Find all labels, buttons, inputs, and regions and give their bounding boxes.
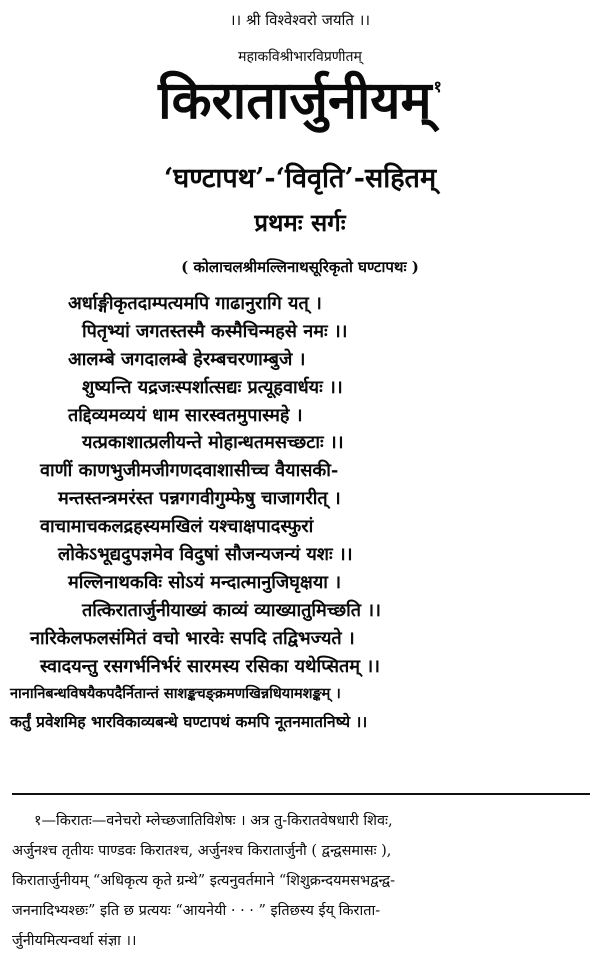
footnote-line: र्जुनीयमित्यन्वर्था संज्ञा ।।	[12, 933, 137, 949]
verse-line: कर्तुं प्रवेशमिह भारविकाव्यबन्धे घण्टापथं कमपि नूतनमातनिष्ये ।।	[10, 712, 368, 732]
footnote-line: जननादिभ्यश्छः” इति छ प्रत्ययः “आयनेयी · · · ” इतिछस्य ईय् किराता-	[12, 903, 381, 919]
invocation: ।। श्री विश्वेश्वरो जयति ।।	[229, 11, 371, 29]
verse-line: स्वादयन्तु रसगर्भनिर्भरं सारमस्य रसिका यथेप्सितम् ।।	[40, 655, 380, 677]
footnote-line: १—किरातः—वनेचरो म्लेच्छजातिविशेषः । अत्र तु-किरातवेषधारी शिवः,	[34, 813, 393, 829]
author-attribution: महाकविश्रीभारविप्रणीतम्	[238, 49, 362, 65]
invocation-verses	[0, 290, 600, 736]
verse-line: तत्किरातार्जुनीयाख्यं काव्यं व्याख्यातुमिच्छति ।।	[82, 599, 381, 621]
verse-line: तद्दिव्यमव्ययं धाम सारस्वतमुपास्महे ।	[68, 404, 303, 426]
verse-line: आलम्बे जगदालम्बे हेरम्बचरणाम्बुजे ।	[68, 348, 306, 370]
verse-line: यत्प्रकाशात्प्रलीयन्ते मोहान्धतमसच्छटाः ।।	[82, 432, 344, 454]
commentary-label: ( कोलाचलश्रीमल्लिनाथसूरिकृतो घण्टापथः )	[181, 258, 419, 276]
verse-line: नानानिबन्धविषयैकपदैर्नितान्तं साशङ्कचङ्क्रमणखिन्नधियामशङ्कम् ।	[10, 685, 341, 703]
verse-line: वाणीं काणभुजीमजीगणदवाशासीच्च वैयासकी-	[40, 460, 339, 482]
verse-line: अर्धाङ्गीकृतदाम्पत्यमपि गाढानुरागि यत् ।	[68, 293, 322, 314]
footnote-line: किरातार्जुनीयम् “अधिकृत्य कृते ग्रन्थे” इत्यनुवर्तमाने “शिशुक्रन्दयमसभद्वन्द्व-	[12, 873, 395, 889]
book-title	[0, 70, 600, 132]
footnote-line: अर्जुनश्च तृतीयः पाण्डवः किरातश्च, अर्जुनश्च किरातार्जुनौ ( द्वन्द्वसमासः ),	[12, 843, 392, 859]
verse-line: वाचामाचकलद्रहस्यमखिलं यश्चाक्षपादस्फुरां	[40, 516, 314, 538]
subtitle: ‘घण्टापथ’-‘विवृति’-सहितम्	[163, 163, 437, 194]
book-title-text: किरातार्जुनीयम्	[158, 70, 432, 131]
verse-line: मल्लिनाथकविः सोऽयं मन्दात्मानुजिघृक्षया ।	[68, 571, 342, 593]
verse-line: शुष्यन्ति यद्रजःस्पर्शात्सद्यः प्रत्यूहवार्धयः ।।	[82, 376, 343, 398]
verse-line: लोकेऽभूद्यदुपज्ञमेव विदुषां सौजन्यजन्यं यशः ।।	[58, 544, 353, 566]
verse-line: नारिकेलफलसंमितं वचो भारवेः सपदि तद्विभज्यते ।	[30, 627, 355, 649]
canto-heading: प्रथमः सर्गः	[254, 208, 346, 237]
footnote-divider	[12, 793, 590, 795]
title-footnote-marker: १	[433, 77, 442, 96]
footnote	[0, 806, 600, 956]
verse-line: मन्तस्तन्त्रमरंस्त पन्नगगवीगुम्फेषु चाजागरीत् ।	[58, 488, 341, 510]
verse-line: पितृभ्यां जगतस्तस्मै कस्मैचिन्महसे नमः ।।	[82, 320, 348, 342]
